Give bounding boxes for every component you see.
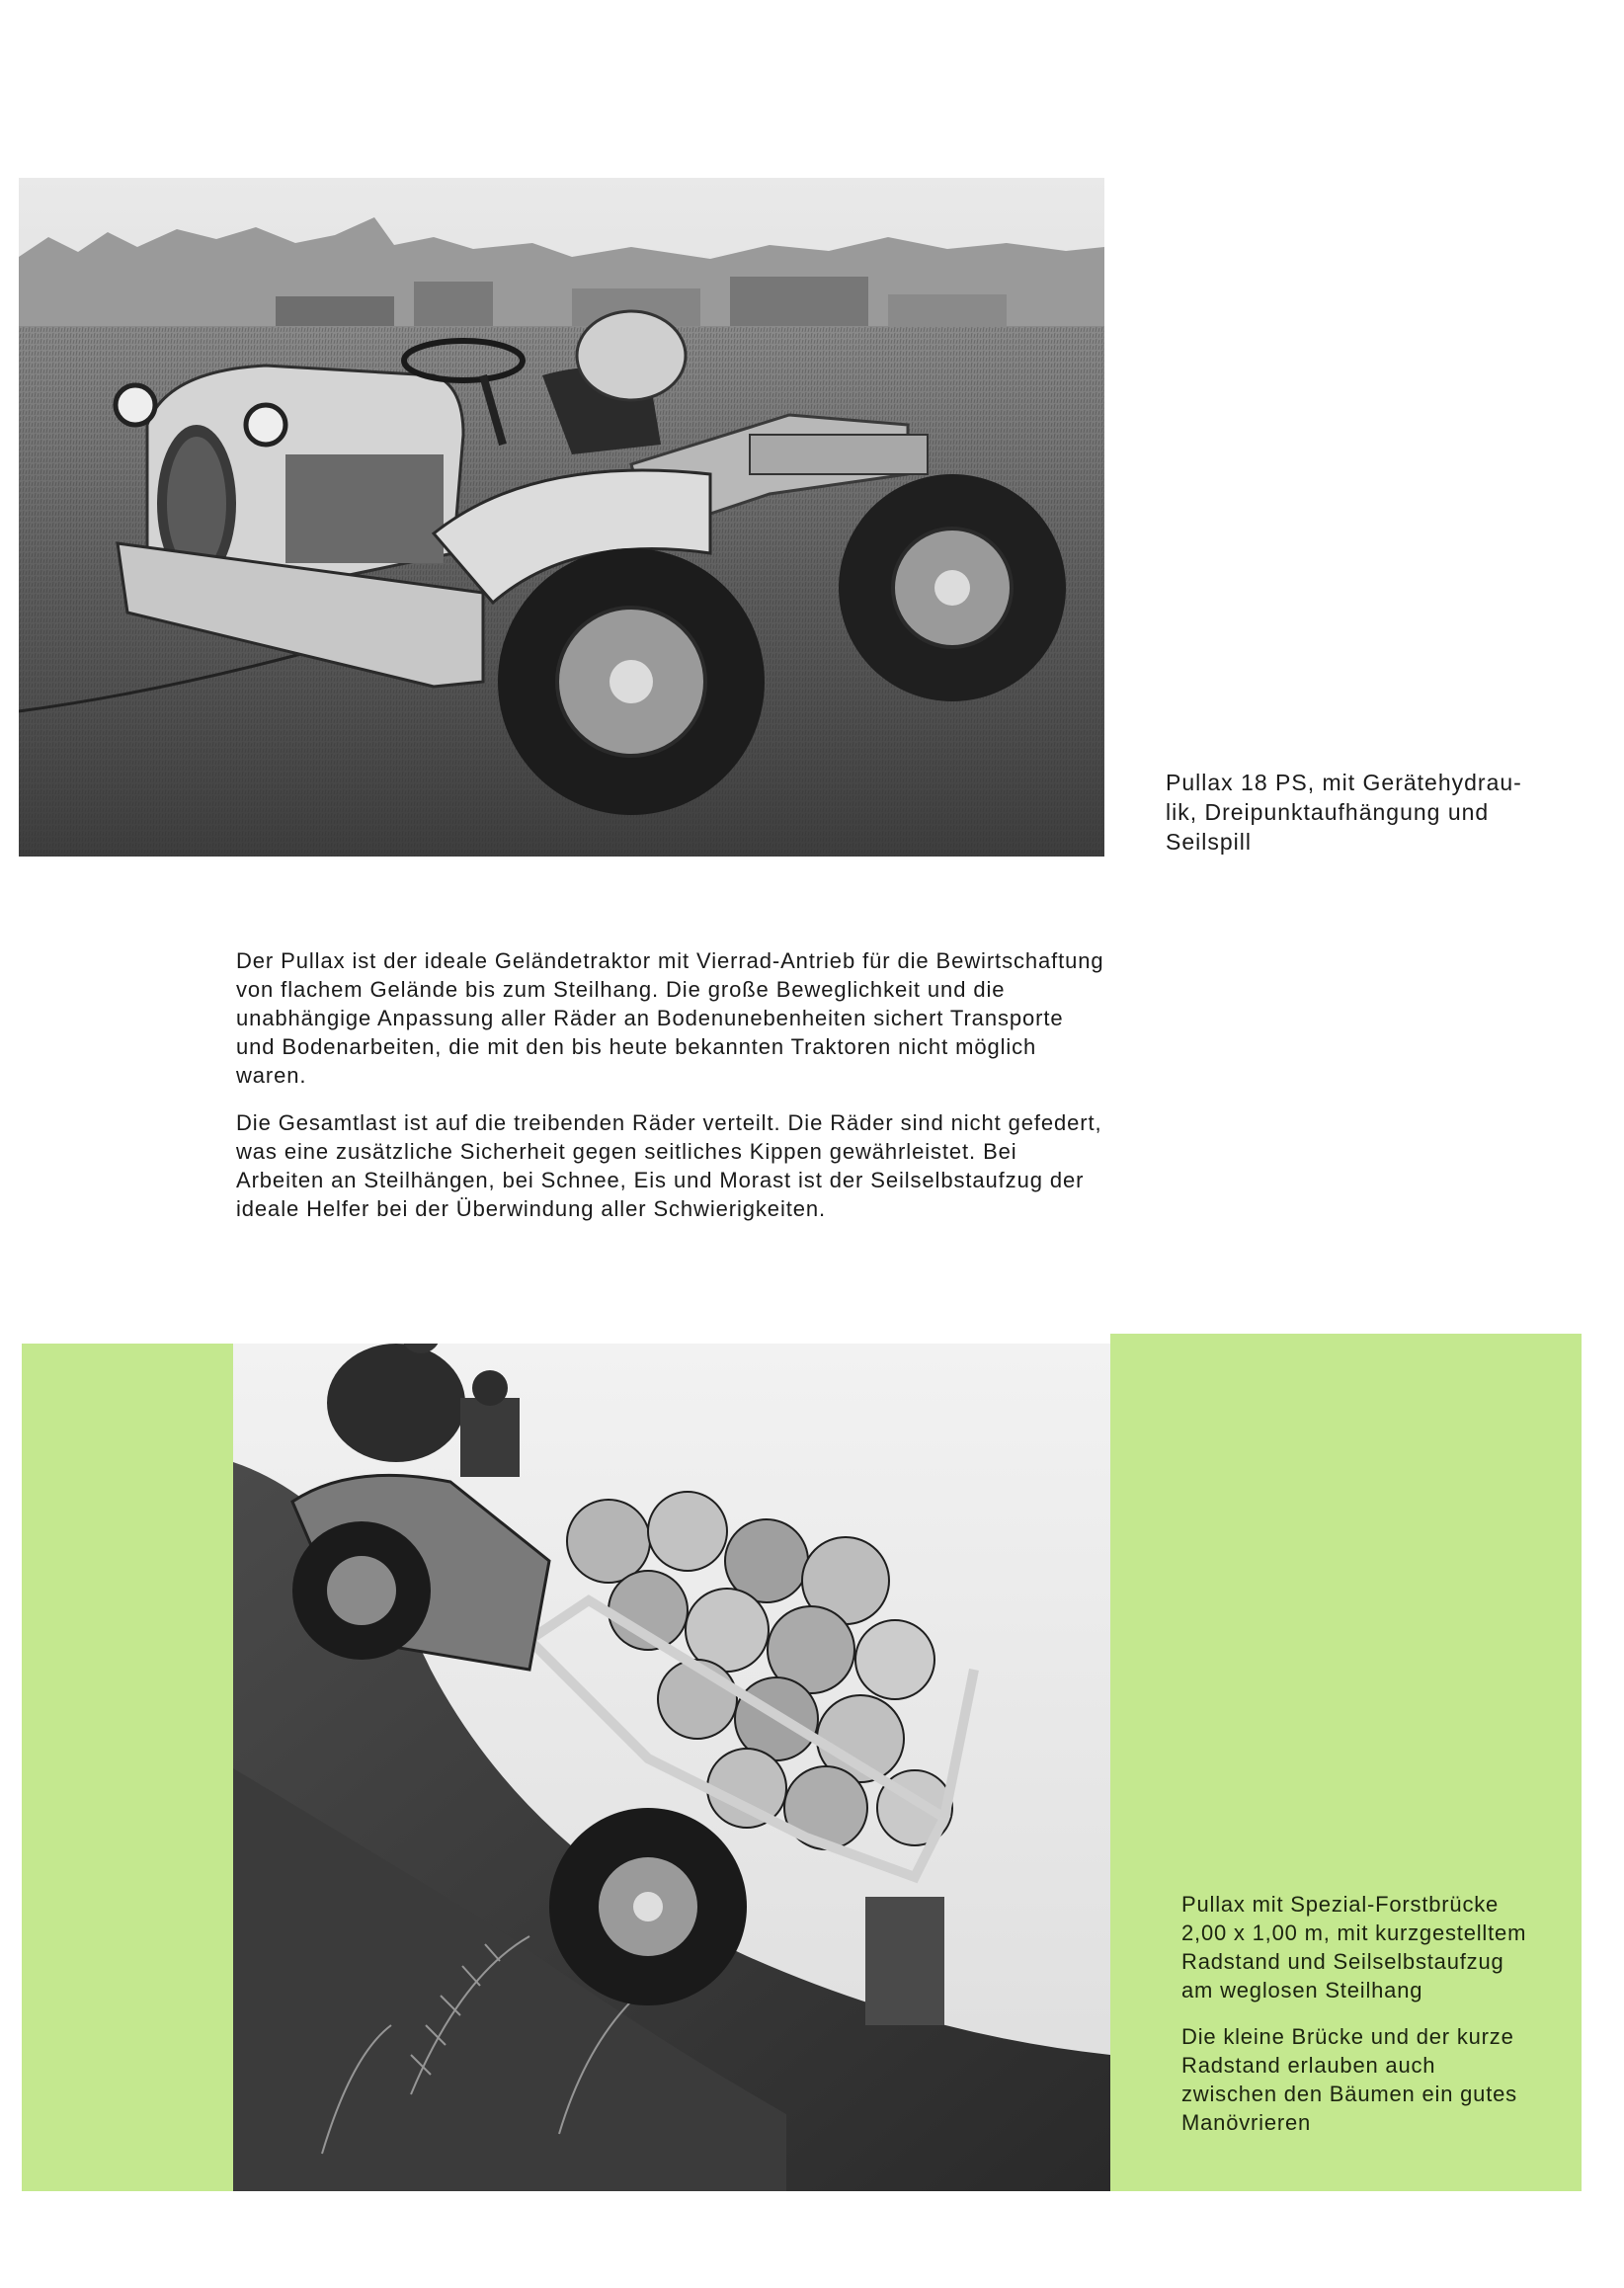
caption-line: Pullax 18 PS, mit Gerätehydrau- — [1166, 770, 1522, 795]
tractor-photo-caption — [1166, 768, 1522, 857]
tractor-photo-icon — [19, 178, 1104, 857]
forest-photo-caption — [1181, 1890, 1537, 2155]
body-text — [236, 946, 1105, 1242]
tractor-photo — [19, 178, 1104, 857]
body-paragraph-1: Der Pullax ist der ideale Geländetraktor mit Vierrad-Antrieb für die Bewirtschaftung von flachem Gelände bis zum Steilhang. Die große Beweglichkeit und die unabhängige Anpassung aller Räder an Bodenunebenheiten sichert Transporte und Bodenarbeiten, die mit den bis heute bekannten Traktoren nicht möglich waren. — [236, 948, 1104, 1088]
caption-line: lik, Dreipunktaufhängung und — [1166, 799, 1490, 825]
green-panel-left — [22, 1344, 233, 2191]
forest-tractor-photo — [233, 1344, 1110, 2191]
caption-text: Die kleine Brücke und der kurze Radstand erlauben auch zwischen den Bäumen ein gutes Manövrieren — [1181, 2024, 1517, 2135]
caption-line: Seilspill — [1166, 829, 1252, 855]
caption-title: Pullax mit Spezial-Forstbrücke 2,00 x 1,00 m, mit kurzgestelltem Radstand und Seilselbstaufzug am weglosen Steilhang — [1181, 1892, 1527, 2002]
forest-tractor-photo-icon — [233, 1344, 1110, 2191]
body-paragraph-2: Die Gesamtlast ist auf die treibenden Räder verteilt. Die Räder sind nicht gefedert, was eine zusätzliche Sicherheit gegen seitliches Kippen gewährleistet. Bei Arbeiten an Steilhängen, bei Schnee, Eis und Morast ist der Seilselbstaufzug der ideale Helfer bei der Überwindung aller Schwierigkeiten. — [236, 1110, 1102, 1221]
